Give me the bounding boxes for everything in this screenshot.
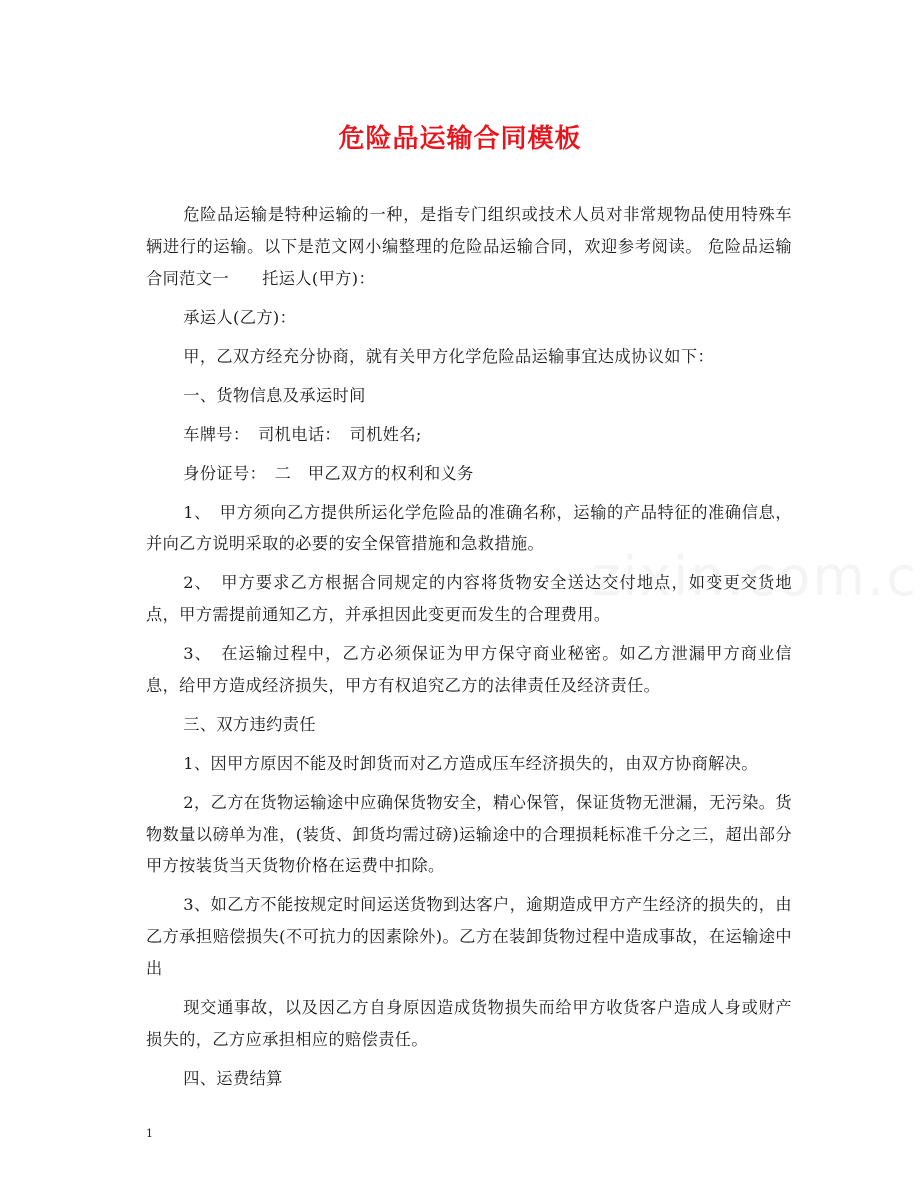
document-title: 危险品运输合同模板 xyxy=(338,124,582,154)
paragraph-clause-2-2: 2、 甲方要求乙方根据合同规定的内容将货物安全送达交付地点，如变更交货地点，甲方需提前通知乙方，并承担因此变更而发生的合理费用。 xyxy=(146,573,792,625)
paragraph-vehicle-info: 车牌号： 司机电话： 司机姓名; xyxy=(183,424,422,444)
paragraph-id-section-2: 身份证号： 二 甲乙双方的权利和义务 xyxy=(183,463,474,483)
paragraph-clause-3-1: 1、因甲方原因不能及时卸货而对乙方造成压车经济损失的，由双方协商解决。 xyxy=(183,753,758,773)
paragraph-clause-3-3-cont: 现交通事故，以及因乙方自身原因造成货物损失而给甲方收货客户造成人身或财产损失的，乙方应承担相应的赔偿责任。 xyxy=(146,997,792,1049)
paragraph-clause-2-3: 3、 在运输过程中，乙方必须保证为甲方保守商业秘密。如乙方泄漏甲方商业信息，给甲方造成经济损失，甲方有权追究乙方的法律责任及经济责任。 xyxy=(146,644,792,695)
page-number: 1 xyxy=(146,1127,153,1140)
paragraph-intro: 危险品运输是特种运输的一种，是指专门组织或技术人员对非常规物品使用特殊车辆进行的运输。以下是范文网小编整理的危险品运输合同，欢迎参考阅读。 危险品运输合同范文一 托运人(甲方)： xyxy=(146,205,792,288)
section-heading-1: 一、货物信息及承运时间 xyxy=(183,385,366,405)
paragraph-agreement: 甲，乙双方经充分协商，就有关甲方化学危险品运输事宜达成协议如下： xyxy=(183,346,715,366)
document-body xyxy=(146,199,792,1102)
paragraph-clause-3-2: 2，乙方在货物运输途中应确保货物安全，精心保管，保证货物无泄漏，无污染。货物数量以磅单为准，(装货、卸货均需过磅)运输途中的合理损耗标准千分之三，超出部分甲方按装货当天货物价格在运费中扣除。 xyxy=(146,792,792,876)
section-heading-3: 三、双方违约责任 xyxy=(183,714,316,734)
paragraph-clause-3-3: 3、如乙方不能按规定时间运送货物到达客户，逾期造成甲方产生经济的损失的，由乙方承担赔偿损失(不可抗力的因素除外)。乙方在装卸货物过程中造成事故，在运输途中出 xyxy=(146,895,792,978)
section-heading-4: 四、运费结算 xyxy=(183,1068,283,1088)
paragraph-carrier: 承运人(乙方)： xyxy=(183,307,297,327)
paragraph-clause-2-1: 1、 甲方须向乙方提供所运化学危险品的准确名称，运输的产品特征的准确信息，并向乙方说明采取的必要的安全保管措施和急救措施。 xyxy=(146,502,792,554)
